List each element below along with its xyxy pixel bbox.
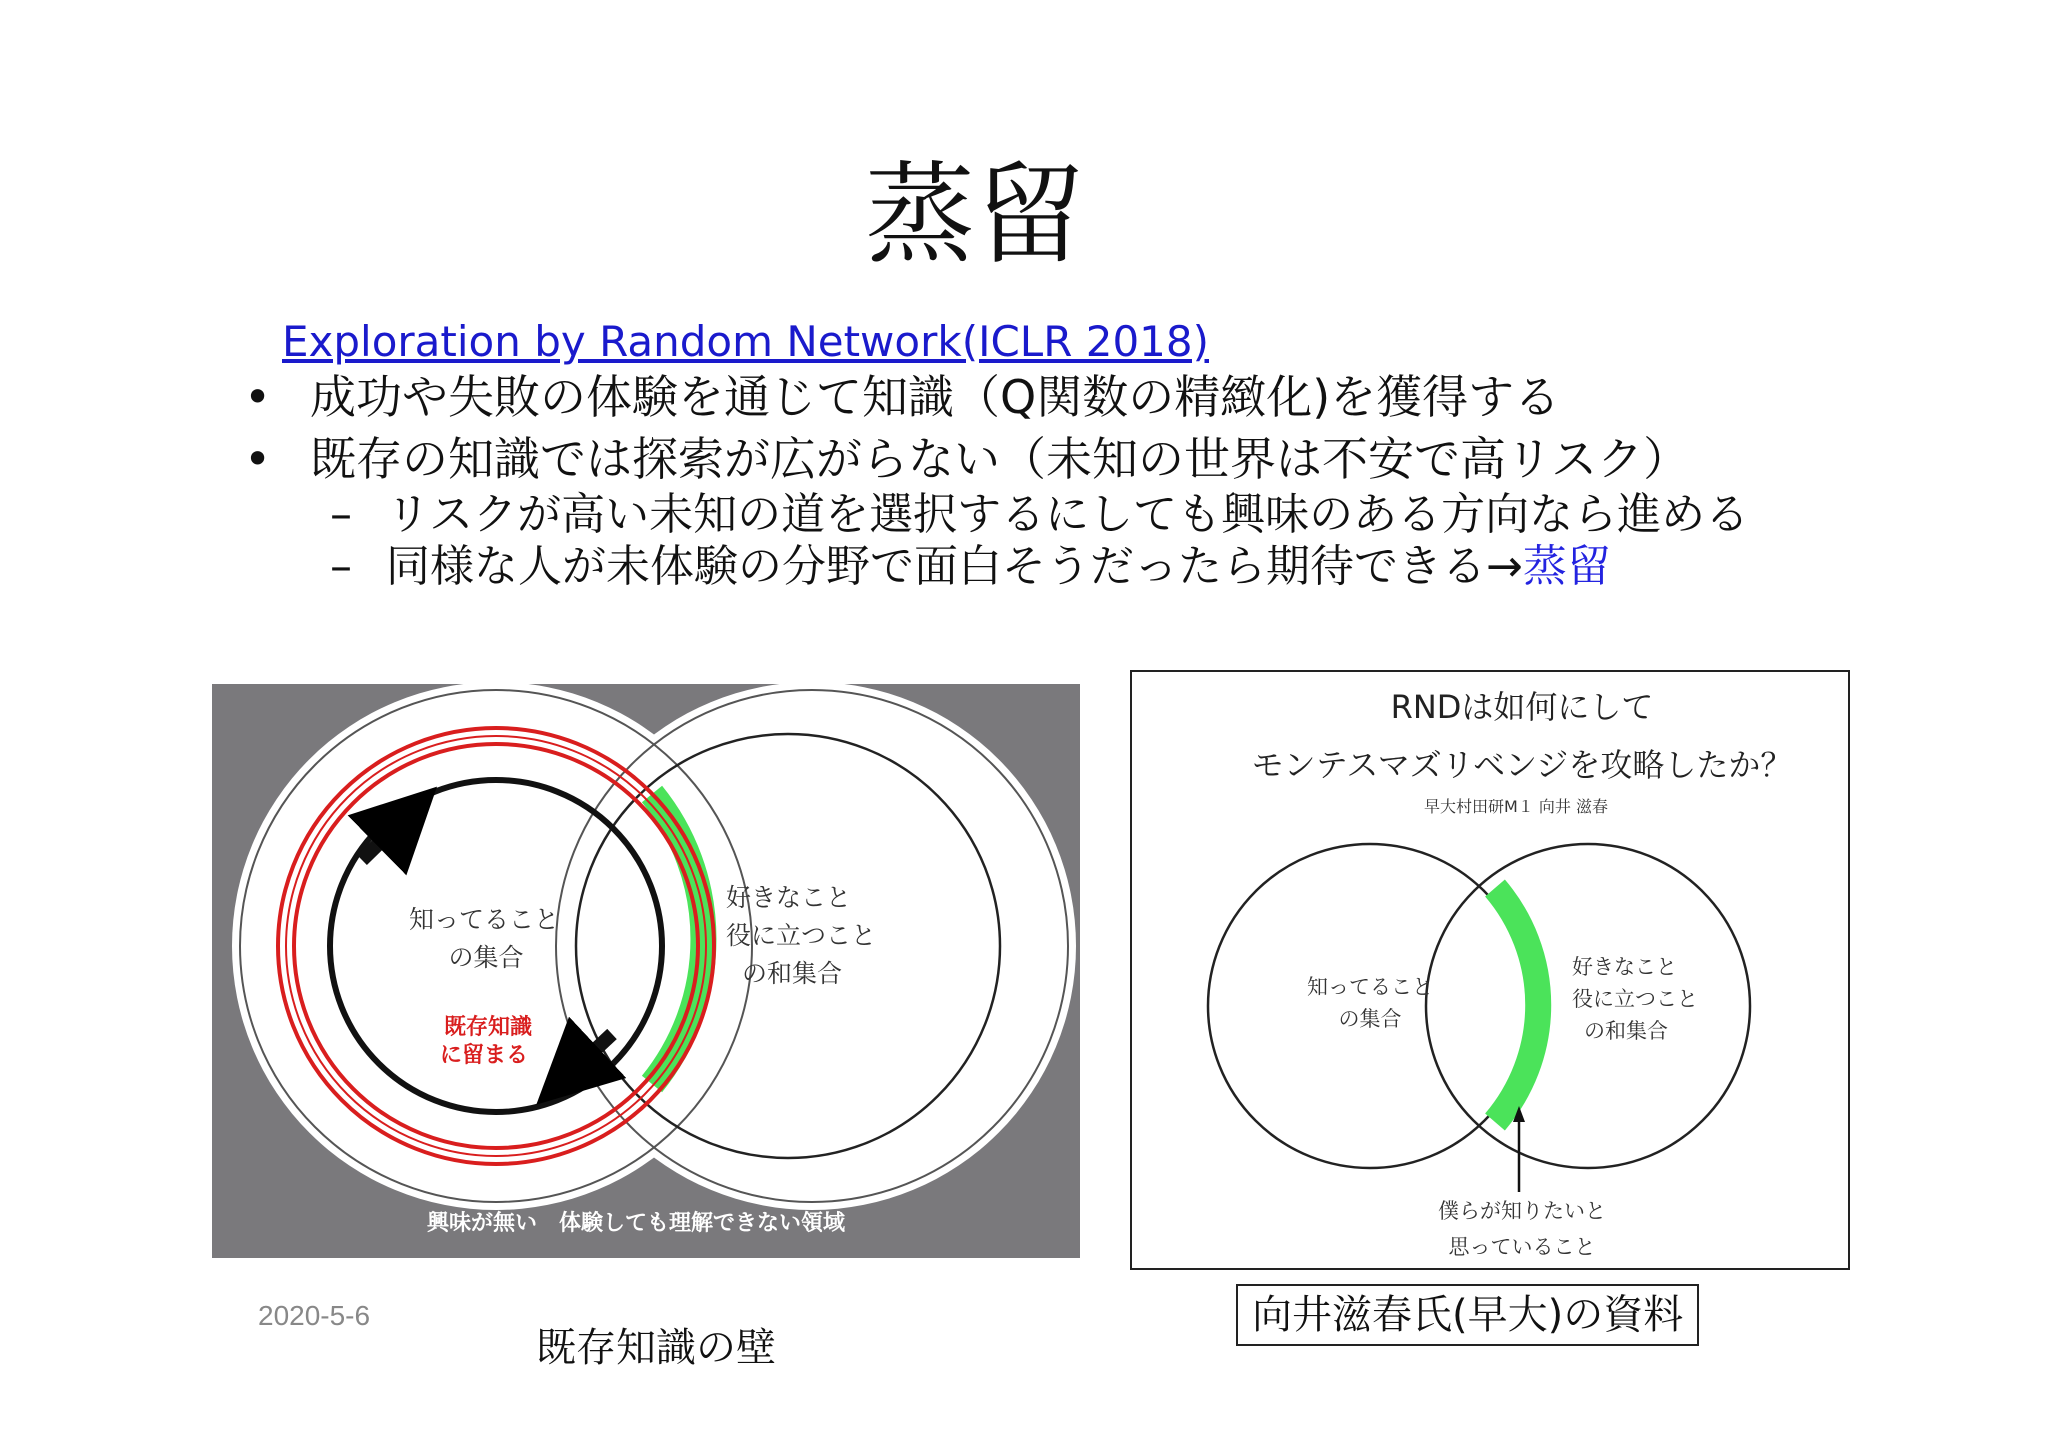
- slide-date: 2020-5-6: [258, 1300, 371, 1331]
- bullet-marker: •: [244, 370, 272, 424]
- frontier-arc: [1495, 888, 1538, 1122]
- rnd-author: 早大村田研M１ 向井 滋春: [1424, 797, 1608, 816]
- sub-bullet-marker: –: [330, 541, 352, 592]
- knowledge-wall-diagram: [212, 684, 1080, 1258]
- paper-link[interactable]: Exploration by Random Network(ICLR 2018): [282, 317, 1209, 366]
- sub-bullet-marker: –: [330, 489, 352, 540]
- distillation-highlight: 蒸留: [1522, 541, 1611, 592]
- bullet-text: 成功や失敗の体験を通じて知識（Q関数の精緻化)を獲得する: [310, 370, 1561, 424]
- sub-bullet-text: 同様な人が未体験の分野で面白そうだったら期待できる→: [386, 541, 1523, 592]
- sub-bullet-item-2: [330, 540, 1611, 594]
- like-set-label: の和集合: [1584, 1019, 1668, 1043]
- knowledge-wall-figure: [212, 684, 1080, 1258]
- sub-bullet-text: リスクが高い未知の道を選択するにしても興味のある方向なら進める: [386, 489, 1750, 540]
- rnd-title-line2: モンテスマズリベンジを攻略したか？: [1251, 746, 1793, 784]
- bullet-marker: •: [244, 432, 272, 486]
- known-set-label: 知ってること: [1307, 975, 1433, 999]
- like-set-label: 役に立つこと: [1572, 987, 1698, 1011]
- left-figure-caption: 既存知識の壁: [536, 1325, 776, 1371]
- right-figure-caption: 向井滋春氏(早大)の資料: [1236, 1284, 1699, 1346]
- bullet-item-2: [244, 430, 1689, 488]
- known-set-label: 知ってること: [408, 905, 560, 934]
- bullet-text: 既存の知識では探索が広がらない（未知の世界は不安で高リスク）: [310, 432, 1690, 486]
- known-set-label: の集合: [448, 943, 524, 972]
- stay-label: 既存知識: [443, 1015, 533, 1040]
- known-set-circle: [1208, 844, 1532, 1168]
- arrow-label: 僕らが知りたいと: [1438, 1199, 1606, 1223]
- slide-title: 蒸留: [865, 151, 1085, 279]
- rnd-venn-diagram: [1132, 672, 1848, 1268]
- rnd-title-line1: RNDは如何にして: [1390, 688, 1654, 726]
- arrow-label: 思っていること: [1448, 1235, 1596, 1259]
- bullet-item-1: [244, 368, 1560, 426]
- like-set-label: 好きなこと: [1572, 955, 1677, 979]
- rnd-reference-figure: [1130, 670, 1850, 1270]
- like-set-label: 好きなこと: [726, 883, 852, 912]
- uninterested-region-label: 興味が無い 体験しても理解できない領域: [426, 1211, 846, 1236]
- like-set-label: 役に立つこと: [726, 921, 877, 950]
- known-set-label: の集合: [1338, 1007, 1402, 1031]
- like-set-label: の和集合: [742, 959, 843, 988]
- stay-label: に留まる: [439, 1043, 529, 1068]
- sub-bullet-item-1: [330, 488, 1749, 542]
